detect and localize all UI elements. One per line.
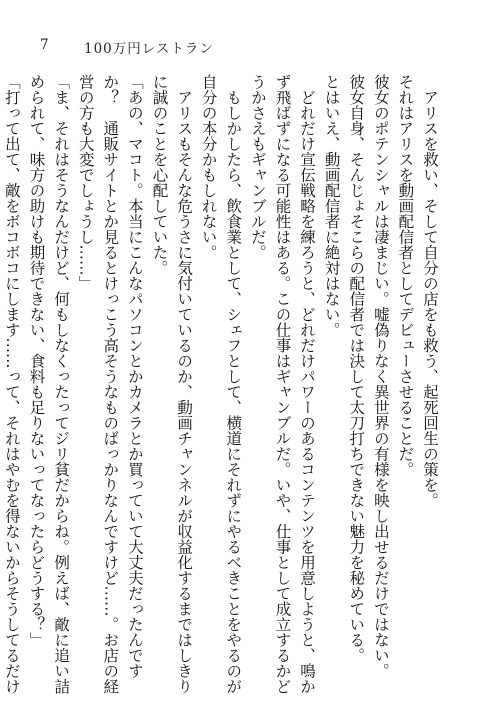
text-line: もしかしたら、飲食業として、シェフとして、横道にそれずにやるべきことをやるのが <box>224 89 243 694</box>
page-header <box>40 37 260 67</box>
text-line: アリスもそんな危うさに気付いているのか、動画チャンネルが収益化するまではしきり <box>175 89 194 694</box>
text-line: 「あの、マコト。本当にこんなパソコンとかカメラとか買っていて大丈夫だったんです <box>125 74 144 679</box>
running-title: 100万円レストラン <box>84 41 214 57</box>
text-line: 彼女自身、そんじょそこらの配信者では決して太刀打ちできない魅力を秘めている。 <box>347 74 366 663</box>
text-line: それはアリスを動画配信者としてデビューさせることだ。 <box>396 74 415 477</box>
text-line: 営の方も大変でしょうし……」 <box>76 74 95 291</box>
text-line: 彼女のポテンシャルは凄まじい。嘘偽りなく異世界の有様を映し出せるだけではない。 <box>371 74 390 679</box>
text-line: か？ 通販サイトとか見るとけっこう高そうなものばっかりなんですけど……。お店の経 <box>101 74 120 694</box>
text-line: 自分の本分かもしれない。 <box>199 74 218 260</box>
text-line: 「打って出て、敵をボコボコにします……って、それはやむを得ないからそうしてるだけ <box>2 74 21 694</box>
text-line: とはいえ、動画配信者に絶対はない。 <box>322 74 341 338</box>
text-line: どれだけ宣伝戦略を練ろうと、どれだけパワーのあるコンテンツを用意しようと、鳴か <box>298 89 317 694</box>
text-line: うかさえもギャンブルだ。 <box>248 74 267 260</box>
text-line: 「ま、それはそうなんだけど、何もしなくったってジリ貧だからね。例えば、敵に追い詰 <box>52 74 71 694</box>
text-line: められて、味方の助けも期待できない、食料も足りないってなったらどうする？」 <box>27 74 46 648</box>
text-line: ず飛ばずになる可能性はある。この仕事はギャンブルだ。いや、仕事として成立するかど <box>273 74 292 694</box>
page-number: 7 <box>40 37 49 53</box>
text-line: に誠のことを心配していた。 <box>150 74 169 276</box>
vertical-body-text <box>2 74 442 694</box>
text-line: アリスを救い、そして自分の店をも救う、起死回生の策を。 <box>421 89 439 508</box>
